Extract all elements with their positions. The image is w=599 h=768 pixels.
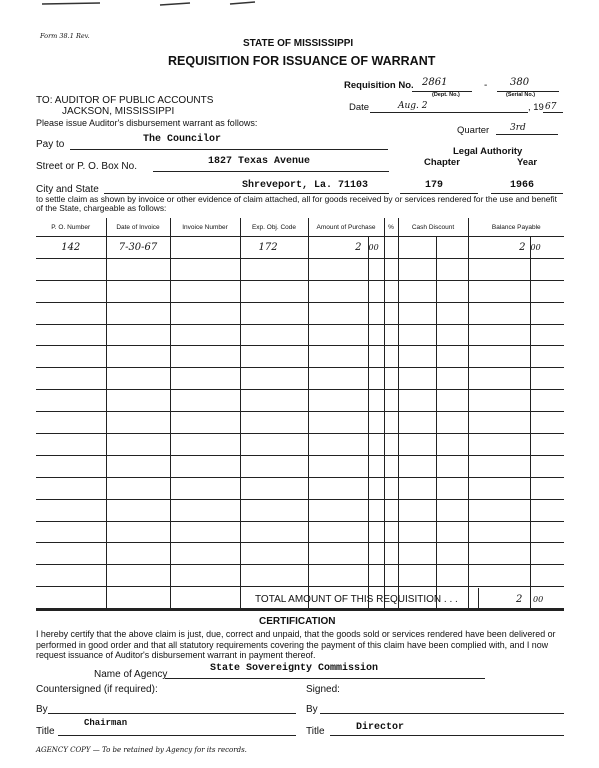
col-header-cash: Cash Discount	[398, 218, 468, 237]
state-heading: STATE OF MISSISSIPPI	[243, 38, 354, 49]
row-exp: 172	[240, 237, 308, 259]
col-header-pct: %	[384, 218, 398, 237]
pay-to-line	[70, 149, 388, 150]
table-cell	[384, 258, 398, 280]
chapter-value: 179	[425, 180, 444, 191]
table-cell	[384, 543, 398, 565]
table-cell	[436, 565, 468, 587]
table-cell	[308, 434, 368, 456]
table-cell	[530, 368, 564, 390]
table-cell	[170, 587, 240, 609]
table-cell	[398, 324, 436, 346]
countersigned-label: Countersigned (if required):	[36, 684, 158, 695]
table-cell	[398, 455, 436, 477]
table-cell	[368, 390, 384, 412]
quarter-line	[496, 134, 558, 135]
table-cell	[308, 368, 368, 390]
table-cell	[436, 280, 468, 302]
table-cell	[106, 499, 170, 521]
by-right-line	[320, 713, 564, 714]
table-row	[36, 390, 564, 412]
table-cell	[384, 521, 398, 543]
table-cell	[530, 258, 564, 280]
table-cell	[530, 543, 564, 565]
table-cell	[436, 543, 468, 565]
table-cell	[384, 324, 398, 346]
table-cell	[308, 499, 368, 521]
table-cell	[240, 499, 308, 521]
table-cell	[368, 368, 384, 390]
table-cell	[436, 499, 468, 521]
serial-no-value: 380	[510, 77, 530, 88]
table-cell	[170, 455, 240, 477]
table-cell	[170, 302, 240, 324]
agency-label: Name of Agency	[94, 669, 168, 680]
table-cell	[106, 565, 170, 587]
table-row	[36, 412, 564, 434]
table-cell	[368, 346, 384, 368]
table-row	[36, 237, 564, 259]
table-cell	[106, 280, 170, 302]
table-cell	[170, 434, 240, 456]
row-date: 7-30-67	[106, 237, 170, 259]
dept-no-value: 2861	[422, 77, 448, 88]
title-left-value: Chairman	[84, 718, 128, 728]
table-cell	[36, 587, 106, 609]
quarter-label: Quarter	[457, 125, 490, 136]
table-cell	[398, 280, 436, 302]
table-cell	[468, 280, 530, 302]
table-cell	[468, 390, 530, 412]
table-cell	[308, 543, 368, 565]
pay-to-value: The Councilor	[143, 134, 222, 145]
title-right-line	[330, 735, 564, 736]
table-cell	[106, 587, 170, 609]
row-amount-dollars: 2	[308, 237, 368, 259]
by-left-label: By	[36, 704, 48, 715]
table-cell	[240, 565, 308, 587]
row-balance-cents: 00	[530, 237, 564, 259]
total-bottom-line	[36, 609, 564, 611]
table-cell	[384, 302, 398, 324]
table-cell	[308, 390, 368, 412]
row-cash	[398, 237, 436, 259]
row-balance-dollars: 2	[468, 237, 530, 259]
table-row	[36, 455, 564, 477]
table-cell	[106, 412, 170, 434]
table-cell	[384, 368, 398, 390]
table-row	[36, 565, 564, 587]
agency-line	[165, 678, 485, 679]
table-cell	[530, 455, 564, 477]
table-cell	[240, 302, 308, 324]
table-cell	[368, 302, 384, 324]
table-cell	[436, 346, 468, 368]
table-cell	[36, 521, 106, 543]
table-cell	[368, 499, 384, 521]
to-instruction: Please issue Auditor's disbursement warrant as follows:	[36, 118, 258, 128]
table-cell	[240, 258, 308, 280]
table-cell	[240, 477, 308, 499]
table-cell	[106, 477, 170, 499]
table-cell	[106, 346, 170, 368]
col-header-invoice: Invoice Number	[170, 218, 240, 237]
table-cell	[398, 258, 436, 280]
table-cell	[530, 477, 564, 499]
table-cell	[36, 302, 106, 324]
table-cell	[436, 368, 468, 390]
street-line	[153, 171, 389, 172]
table-cell	[106, 521, 170, 543]
table-cell	[398, 390, 436, 412]
col-header-date: Date of Invoice	[106, 218, 170, 237]
table-cell	[240, 280, 308, 302]
table-cell	[36, 280, 106, 302]
table-cell	[170, 499, 240, 521]
row-po: 142	[36, 237, 106, 259]
legal-authority-label: Legal Authority	[453, 146, 523, 157]
table-cell	[368, 324, 384, 346]
table-cell	[106, 390, 170, 412]
table-cell	[106, 455, 170, 477]
table-cell	[308, 302, 368, 324]
table-cell	[398, 346, 436, 368]
table-cell	[530, 434, 564, 456]
table-cell	[36, 499, 106, 521]
table-row	[36, 477, 564, 499]
table-cell	[36, 434, 106, 456]
table-cell	[36, 455, 106, 477]
table-cell	[384, 280, 398, 302]
table-cell	[530, 412, 564, 434]
table-cell	[240, 412, 308, 434]
table-cell	[36, 258, 106, 280]
col-header-exp: Exp. Obj. Code	[240, 218, 308, 237]
table-cell	[240, 346, 308, 368]
table-cell	[398, 477, 436, 499]
table-cell	[384, 499, 398, 521]
table-cell	[398, 565, 436, 587]
table-cell	[240, 434, 308, 456]
table-cell	[398, 368, 436, 390]
total-dollars: 2	[516, 594, 523, 605]
certification-heading: CERTIFICATION	[259, 616, 336, 627]
table-cell	[36, 565, 106, 587]
table-cell	[468, 455, 530, 477]
table-cell	[436, 324, 468, 346]
row-pct	[384, 237, 398, 259]
table-row	[36, 324, 564, 346]
footer-note: AGENCY COPY — To be retained by Agency for its records.	[36, 746, 247, 754]
serial-no-caption: (Serial No.)	[506, 92, 536, 98]
date-label: Date	[349, 102, 370, 113]
table-cell	[308, 565, 368, 587]
table-cell	[308, 258, 368, 280]
table-cell	[240, 455, 308, 477]
title-right-label: Title	[306, 726, 325, 737]
settle-claim-text: to settle claim as shown by invoice or other evidence of claim attached, all for goods received by or services rendered for the use and benefit of the State, chargeable as follows:	[36, 194, 557, 213]
table-cell	[368, 434, 384, 456]
table-cell	[240, 543, 308, 565]
table-cell	[468, 258, 530, 280]
table-cell	[170, 477, 240, 499]
table-cell	[368, 477, 384, 499]
table-cell	[106, 434, 170, 456]
title-right-value: Director	[356, 722, 405, 733]
table-cell	[106, 302, 170, 324]
table-cell	[530, 324, 564, 346]
table-cell	[368, 521, 384, 543]
table-cell	[468, 477, 530, 499]
table-cell	[436, 434, 468, 456]
signed-label: Signed:	[306, 684, 340, 695]
table-cell	[398, 521, 436, 543]
year-line	[543, 112, 563, 113]
total-cents: 00	[533, 595, 544, 604]
table-cell	[530, 302, 564, 324]
table-cell	[240, 324, 308, 346]
table-row	[36, 280, 564, 302]
table-cell	[36, 324, 106, 346]
table-cell	[468, 543, 530, 565]
table-cell	[308, 412, 368, 434]
table-cell	[468, 346, 530, 368]
year-value: 67	[545, 102, 557, 112]
table-cell	[368, 455, 384, 477]
by-right-label: By	[306, 704, 318, 715]
table-cell	[468, 302, 530, 324]
date-value: Aug. 2	[398, 101, 428, 111]
table-cell	[398, 499, 436, 521]
quarter-value: 3rd	[510, 123, 526, 133]
table-cell	[36, 346, 106, 368]
col-header-balance: Balance Payable	[468, 218, 564, 237]
table-cell	[36, 368, 106, 390]
city-value: Shreveport, La. 71103	[242, 180, 369, 191]
table-cell	[36, 390, 106, 412]
table-cell	[36, 412, 106, 434]
table-cell	[106, 258, 170, 280]
table-cell	[106, 368, 170, 390]
table-cell	[170, 346, 240, 368]
table-cell	[530, 565, 564, 587]
table-cell	[436, 477, 468, 499]
table-cell	[170, 324, 240, 346]
table-cell	[468, 565, 530, 587]
table-cell	[398, 412, 436, 434]
table-cell	[240, 368, 308, 390]
pay-to-label: Pay to	[36, 139, 65, 150]
table-cell	[436, 258, 468, 280]
table-cell	[240, 390, 308, 412]
total-vline	[478, 588, 479, 610]
table-cell	[384, 434, 398, 456]
table-cell	[170, 368, 240, 390]
to-line-1: TO: AUDITOR OF PUBLIC ACCOUNTS	[36, 95, 214, 106]
table-cell	[368, 412, 384, 434]
table-cell	[368, 565, 384, 587]
table-cell	[384, 412, 398, 434]
table-cell	[308, 346, 368, 368]
table-cell	[436, 521, 468, 543]
year-col-label: Year	[517, 157, 538, 168]
by-left-line	[48, 713, 296, 714]
year-prefix: , 19	[528, 102, 544, 113]
table-cell	[170, 280, 240, 302]
table-row	[36, 499, 564, 521]
table-cell	[170, 258, 240, 280]
certification-body: I hereby certify that the above claim is just, due, correct and unpaid, that the goods sold or services rendered have been delivered or performed in good order and that all statutory requirements covering the payment of this claim have been complied with, and I now request issuance of Auditor's disbursement warrant in payment thereof.	[36, 629, 556, 660]
title-left-label: Title	[36, 726, 55, 737]
table-cell	[468, 434, 530, 456]
table-cell	[530, 346, 564, 368]
row-amount-cents: 00	[368, 237, 384, 259]
col-header-po: P. O. Number	[36, 218, 106, 237]
requisition-label: Requisition No.	[344, 80, 414, 91]
table-cell	[398, 543, 436, 565]
table-cell	[398, 302, 436, 324]
table-cell	[468, 324, 530, 346]
table-cell	[384, 390, 398, 412]
table-cell	[106, 324, 170, 346]
table-cell	[170, 412, 240, 434]
table-cell	[436, 302, 468, 324]
table-cell	[170, 390, 240, 412]
table-cell	[170, 565, 240, 587]
page-title: REQUISITION FOR ISSUANCE OF WARRANT	[168, 54, 436, 68]
table-cell	[308, 477, 368, 499]
table-cell	[530, 390, 564, 412]
table-row	[36, 346, 564, 368]
title-left-line	[58, 735, 296, 736]
table-row	[36, 258, 564, 280]
table-row	[36, 521, 564, 543]
table-row	[36, 543, 564, 565]
table-cell	[436, 412, 468, 434]
street-label: Street or P. O. Box No.	[36, 161, 137, 172]
to-line-2: JACKSON, MISSISSIPPI	[62, 106, 175, 117]
table-cell	[240, 521, 308, 543]
table-cell	[436, 390, 468, 412]
table-cell	[468, 521, 530, 543]
table-cell	[308, 455, 368, 477]
table-cell	[468, 412, 530, 434]
table-cell	[170, 521, 240, 543]
form-number: Form 38.1 Rev.	[40, 32, 90, 40]
table-cell	[384, 455, 398, 477]
table-cell	[436, 455, 468, 477]
col-header-amount: Amount of Purchase	[308, 218, 384, 237]
table-cell	[308, 324, 368, 346]
table-cell	[530, 521, 564, 543]
table-cell	[106, 543, 170, 565]
street-value: 1827 Texas Avenue	[208, 156, 311, 167]
table-cell	[384, 346, 398, 368]
table-cell	[368, 258, 384, 280]
dept-no-caption: (Dept. No.)	[432, 92, 460, 98]
table-cell	[170, 543, 240, 565]
legal-year-value: 1966	[510, 180, 535, 191]
row-cash-cents	[436, 237, 468, 259]
table-cell	[468, 368, 530, 390]
agency-value: State Sovereignty Commission	[210, 663, 379, 674]
table-cell	[384, 565, 398, 587]
row-invoice	[170, 237, 240, 259]
date-line	[370, 112, 528, 113]
total-label: TOTAL AMOUNT OF THIS REQUISITION . . .	[255, 594, 458, 605]
top-scribble-marks	[40, 0, 260, 10]
table-cell	[368, 280, 384, 302]
table-cell	[368, 543, 384, 565]
table-cell	[530, 280, 564, 302]
table-cell	[384, 477, 398, 499]
city-label: City and State	[36, 184, 99, 195]
table-row	[36, 434, 564, 456]
table-cell	[468, 499, 530, 521]
table-cell	[36, 477, 106, 499]
table-cell	[36, 543, 106, 565]
table-cell	[308, 280, 368, 302]
table-cell	[530, 499, 564, 521]
requisition-dash: -	[484, 80, 488, 91]
claim-table	[36, 218, 564, 609]
chapter-label: Chapter	[424, 157, 460, 168]
table-row	[36, 302, 564, 324]
table-cell	[398, 434, 436, 456]
table-row	[36, 368, 564, 390]
table-cell	[308, 521, 368, 543]
